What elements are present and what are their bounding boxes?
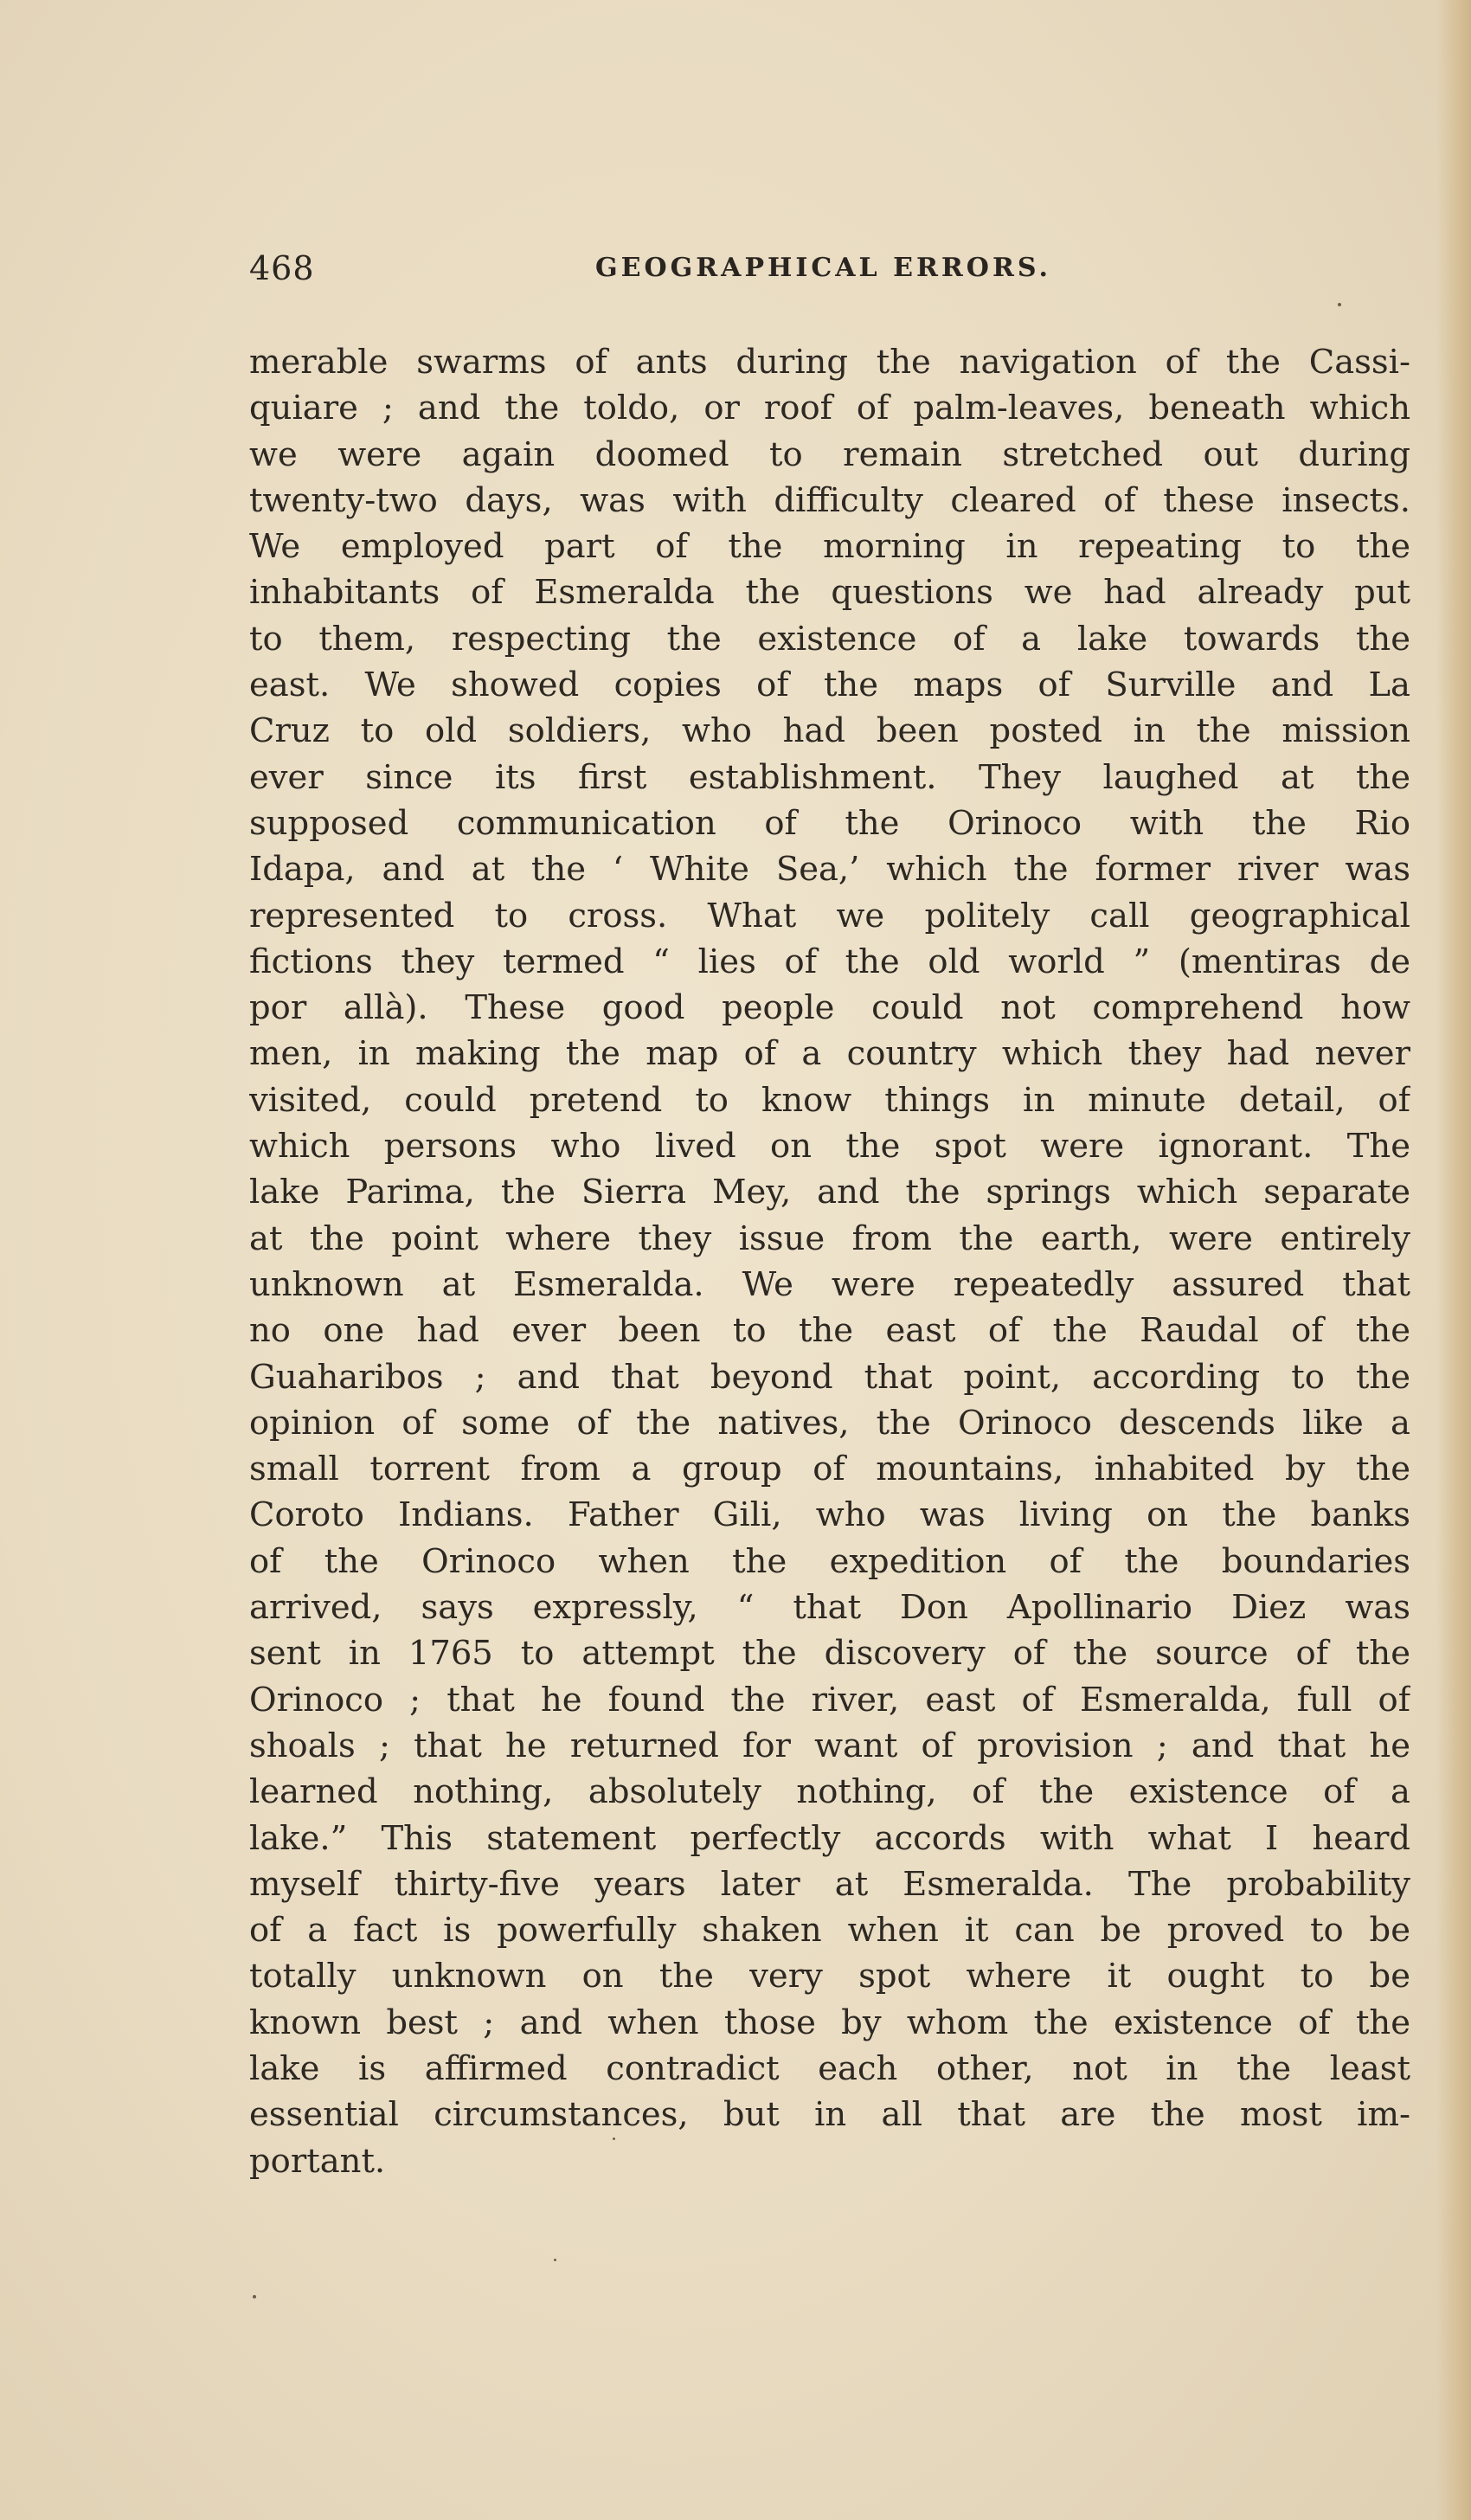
- text-line: men, in making the map of a country which they had never: [249, 1034, 1410, 1074]
- text-line: shoals ; that he returned for want of provision ; and that he: [249, 1726, 1410, 1765]
- text-line: supposed communication of the Orinoco with the Rio: [249, 803, 1410, 843]
- text-line: lake is affirmed contradict each other, not in the least: [249, 2048, 1410, 2088]
- text-line: known best ; and when those by whom the existence of the: [249, 2002, 1410, 2042]
- paper-speck: [554, 2259, 556, 2261]
- page-number: 468: [249, 249, 315, 287]
- body-paragraph: [249, 339, 1410, 2184]
- text-line: no one had ever been to the east of the Raudal of the: [249, 1311, 1410, 1351]
- text-line: lake.” This statement perfectly accords with what I heard: [249, 1818, 1410, 1858]
- paper-speck: [1338, 303, 1341, 306]
- text-line: Guaharibos ; and that beyond that point, according to the: [249, 1357, 1410, 1397]
- text-line: of a fact is powerfully shaken when it can be proved to be: [249, 1911, 1410, 1951]
- text-line: represented to cross. What we politely call geographical: [249, 896, 1410, 935]
- paper-speck: [613, 2138, 615, 2140]
- text-line: sent in 1765 to attempt the discovery of the source of the: [249, 1634, 1410, 1674]
- text-line: east. We showed copies of the maps of Surville and La: [249, 665, 1410, 705]
- text-line: of the Orinoco when the expedition of the boundaries: [249, 1541, 1410, 1581]
- text-line-last: portant.: [249, 2141, 386, 2181]
- text-line: to them, respecting the existence of a lake towards the: [249, 619, 1410, 659]
- text-line: ever since its first establishment. They laughed at the: [249, 757, 1410, 797]
- text-line: visited, could pretend to know things in minute detail, of: [249, 1080, 1410, 1120]
- text-line: opinion of some of the natives, the Orinoco descends like a: [249, 1403, 1410, 1443]
- text-line: por allà). These good people could not comprehend how: [249, 988, 1410, 1028]
- text-line: small torrent from a group of mountains, inhabited by the: [249, 1450, 1410, 1489]
- text-line: at the point where they issue from the earth, were entirely: [249, 1218, 1410, 1258]
- text-line: We employed part of the morning in repeating to the: [249, 527, 1410, 567]
- text-line: Coroto Indians. Father Gili, who was living on the banks: [249, 1495, 1410, 1535]
- text-line: myself thirty-five years later at Esmeralda. The probability: [249, 1864, 1410, 1904]
- text-line: Orinoco ; that he found the river, east of Esmeralda, full of: [249, 1680, 1410, 1720]
- text-line: quiare ; and the toldo, or roof of palm-leaves, beneath which: [249, 389, 1410, 428]
- text-line: merable swarms of ants during the navigation of the Cassi-: [249, 343, 1410, 382]
- text-line: arrived, says expressly, “ that Don Apollinario Diez was: [249, 1588, 1410, 1628]
- text-line: totally unknown on the very spot where it ought to be: [249, 1957, 1410, 1996]
- text-line: twenty-two days, was with difficulty cleared of these insects.: [249, 480, 1410, 520]
- text-line: which persons who lived on the spot were ignorant. The: [249, 1127, 1410, 1167]
- page-edge-shadow: [1436, 0, 1471, 2520]
- text-line: learned nothing, absolutely nothing, of the existence of a: [249, 1772, 1410, 1812]
- text-line: unknown at Esmeralda. We were repeatedly assured that: [249, 1264, 1410, 1304]
- text-line: lake Parima, the Sierra Mey, and the springs which separate: [249, 1173, 1410, 1212]
- text-line: fictions they termed “ lies of the old world ” (mentiras de: [249, 942, 1410, 981]
- text-line: Idapa, and at the ‘ White Sea,’ which the former river was: [249, 850, 1410, 890]
- page-header: [249, 249, 1410, 301]
- running-head: GEOGRAPHICAL ERRORS.: [595, 253, 1051, 283]
- text-line: Cruz to old soldiers, who had been posted in the mission: [249, 711, 1410, 751]
- text-line: essential circumstances, but in all that are the most im-: [249, 2095, 1410, 2135]
- paper-speck: [253, 2295, 256, 2298]
- text-line: we were again doomed to remain stretched out during: [249, 434, 1410, 474]
- text-line: inhabitants of Esmeralda the questions we had already put: [249, 573, 1410, 613]
